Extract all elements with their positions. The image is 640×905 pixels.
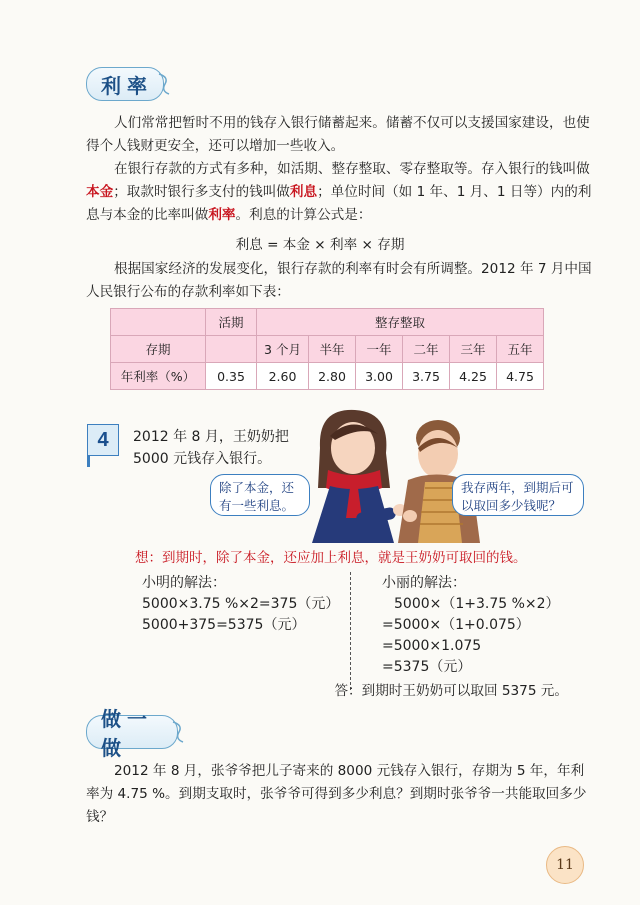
intro-paragraph-1: 人们常常把暂时不用的钱存入银行储蓄起来。储蓄不仅可以支援国家建设，也使得个人钱财更安全，还可以增加一些收入。 xyxy=(86,115,590,154)
example-problem xyxy=(133,426,289,470)
term-cell: 一年 xyxy=(356,336,403,363)
row-label-rate: 年利率（%） xyxy=(111,363,206,390)
girl-figure xyxy=(312,410,407,543)
section-title: 做一做 xyxy=(101,707,153,760)
scroll-curl-icon xyxy=(157,73,171,95)
exercise-problem: 2012 年 8 月，张爷爷把儿子寄来的 8000 元钱存入银行，存期为 5 年，年利率为 4.75 %。到期支取时，张爷爷可得到多少利息？到期时张爷爷一共能取回多少钱？ xyxy=(86,763,587,825)
header-fixed: 整存整取 xyxy=(257,309,544,336)
badge-bar xyxy=(87,455,90,467)
intro-paragraph-2 xyxy=(86,158,592,227)
solution-step: =5000×（1+0.075） xyxy=(382,617,530,633)
solution-step: 5000+375=5375（元） xyxy=(142,617,306,633)
rate-current: 0.35 xyxy=(206,363,257,390)
solution-step: =5375（元） xyxy=(382,659,472,675)
solution-title: 小丽的解法： xyxy=(382,575,466,591)
term-rate: 利率 xyxy=(208,207,236,223)
text-span: 。利息的计算公式是： xyxy=(235,207,372,223)
table-corner-cell xyxy=(111,309,206,336)
problem-line: 2012 年 8 月，王奶奶把 xyxy=(133,429,289,445)
rate-cell: 3.75 xyxy=(403,363,450,390)
deposit-rate-table xyxy=(110,308,544,390)
header-current: 活期 xyxy=(206,309,257,336)
solution-title: 小明的解法： xyxy=(142,575,226,591)
text-span: 在银行存款的方式有多种，如活期、整存整取、零存整取等。存入银行的钱叫做 xyxy=(114,161,590,177)
xiaoli-solution xyxy=(382,573,560,678)
rate-cell: 2.60 xyxy=(257,363,309,390)
thinking-hint: 想：到期时，除了本金，还应加上利息，就是王奶奶可取回的钱。 xyxy=(135,550,527,566)
bubble-line: 除了本金，还 xyxy=(219,480,295,495)
solution-step: 5000×（1+3.75 %×2） xyxy=(394,596,560,612)
rate-cell: 4.25 xyxy=(450,363,497,390)
intro-paragraph-3: 根据国家经济的发展变化，银行存款的利率有时会有所调整。2012 年 7 月中国人民银行公布的存款利率如下表： xyxy=(86,261,592,300)
text-span: ；取款时银行多支付的钱叫做 xyxy=(113,184,290,200)
xiaoming-solution xyxy=(142,573,339,636)
scroll-curl-icon xyxy=(171,721,185,743)
bubble-line: 以取回多少钱呢？ xyxy=(461,498,562,513)
section-tag-interest-rate xyxy=(86,67,164,101)
row-label-term: 存期 xyxy=(111,336,206,363)
solution-step: 5000×3.75 %×2=375（元） xyxy=(142,596,340,612)
speech-bubble-girl xyxy=(210,474,310,516)
text-span: ；单位时间（如 1 年、1 月、1 日等）内的利息与本金的比率叫做 xyxy=(86,184,592,223)
term-current-empty xyxy=(206,336,257,363)
example-number: 4 xyxy=(97,429,109,451)
rate-cell: 4.75 xyxy=(497,363,544,390)
section-tag-try-it xyxy=(86,707,178,760)
problem-line: 5000 元钱存入银行。 xyxy=(133,451,272,467)
page-number: 11 xyxy=(546,846,584,884)
term-principal: 本金 xyxy=(86,184,114,200)
term-cell: 3 个月 xyxy=(257,336,309,363)
section-title: 利率 xyxy=(101,73,153,98)
bubble-line: 我存两年，到期后可 xyxy=(461,480,574,495)
rate-cell: 3.00 xyxy=(356,363,403,390)
term-cell: 三年 xyxy=(450,336,497,363)
interest-formula: 利息 = 本金 × 利率 × 存期 xyxy=(235,237,405,253)
term-interest: 利息 xyxy=(289,184,318,200)
term-cell: 五年 xyxy=(497,336,544,363)
example-answer: 答：到期时王奶奶可以取回 5375 元。 xyxy=(334,683,568,699)
rate-cell: 2.80 xyxy=(309,363,356,390)
example-number-badge xyxy=(87,424,119,456)
bubble-line: 有一些利息。 xyxy=(219,498,295,513)
speech-bubble-grandma xyxy=(452,474,584,516)
term-cell: 二年 xyxy=(403,336,450,363)
dashed-divider xyxy=(350,572,351,690)
solution-step: =5000×1.075 xyxy=(382,638,482,654)
term-cell: 半年 xyxy=(309,336,356,363)
